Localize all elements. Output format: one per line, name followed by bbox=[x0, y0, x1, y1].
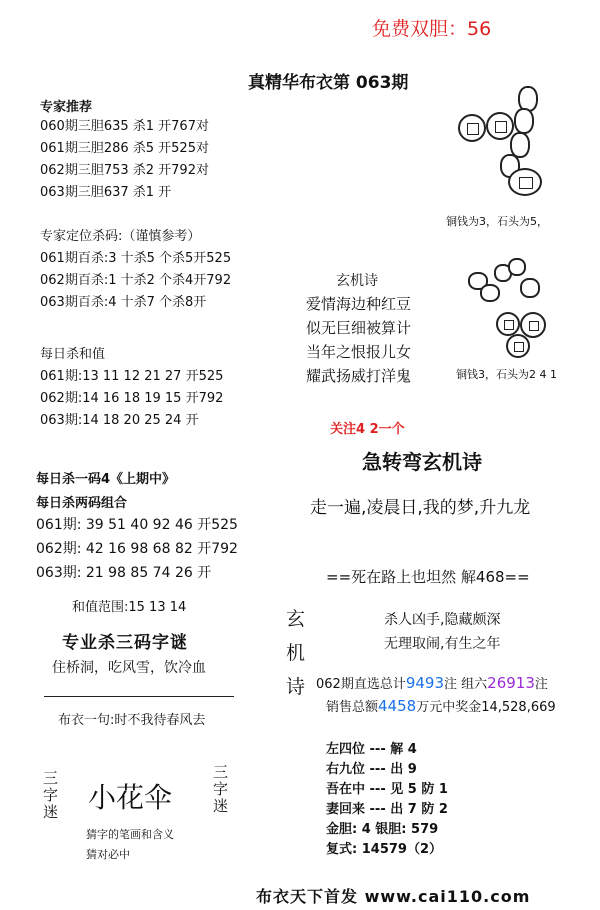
clue-line: 复式: 14579（2） bbox=[326, 842, 442, 857]
buyi-saying: 布衣一句:时不我待春风去 bbox=[58, 713, 206, 728]
xuanji-poem-line: 当年之恨报儿女 bbox=[306, 343, 412, 361]
clue-line: 金胆: 4 银胆: 579 bbox=[326, 822, 439, 837]
vertical-label-char: 玄 bbox=[286, 608, 306, 630]
position-kill-line: 062期百杀:1 十杀2 个杀4开792 bbox=[40, 273, 232, 288]
sales-total: 4458 bbox=[378, 697, 417, 715]
word-riddle-right-label: 三字迷 bbox=[211, 764, 229, 815]
expert-line: 061期三胆286 杀5 开525对 bbox=[40, 141, 209, 156]
xuanji-poem-line: 爱情海边种红豆 bbox=[306, 295, 412, 313]
word-riddle-hint: 猜对必中 bbox=[86, 848, 130, 861]
poem2-line: 杀人凶手,隐藏颇深 bbox=[384, 612, 501, 628]
sum-kill-line: 061期:13 11 12 21 27 开525 bbox=[40, 369, 224, 384]
direct-total: 9493 bbox=[405, 674, 445, 692]
one-code-heading: 每日杀一码4《上期中》 bbox=[36, 472, 176, 487]
sum-range: 和值范围:15 13 14 bbox=[72, 600, 187, 615]
group6-total: 26913 bbox=[487, 674, 535, 692]
position-kill-line: 061期百杀:3 十杀5 个杀5开525 bbox=[40, 251, 232, 266]
position-kill-line: 063期百杀:4 十杀7 个杀8开 bbox=[40, 295, 207, 310]
word-riddle-left-label: 三字迷 bbox=[41, 770, 59, 821]
coin-caption: 铜钱为3，石头为5， bbox=[446, 215, 548, 228]
xuanji-poem-line: 耀武扬威打洋鬼 bbox=[306, 367, 412, 385]
focus-note: 关注4 2一个 bbox=[330, 422, 405, 437]
stats-label: 销售总额 bbox=[326, 700, 379, 715]
sum-kill-line: 062期:14 16 18 19 15 开792 bbox=[40, 391, 224, 406]
expert-line: 063期三胆637 杀1 开 bbox=[40, 185, 172, 200]
stats-label: 062期直选总计 bbox=[316, 677, 406, 692]
position-kill-heading: 专家定位杀码:（谨慎参考） bbox=[40, 229, 201, 244]
expert-heading: 专家推荐 bbox=[40, 100, 93, 115]
two-code-line: 062期: 42 16 98 68 82 开792 bbox=[36, 541, 238, 557]
coin-caption: 铜钱3，石头为2 4 1 bbox=[456, 368, 557, 381]
free-double-label: 免费双胆：56 bbox=[372, 18, 492, 40]
stats-label: 注 组六 bbox=[444, 677, 488, 692]
two-code-line: 063期: 21 98 85 74 26 开 bbox=[36, 565, 212, 581]
stats-line-1 bbox=[316, 673, 548, 692]
riddle-heading: 专业杀三码字谜 bbox=[62, 633, 188, 653]
page-title: 真精华布衣第 063期 bbox=[248, 73, 409, 93]
clue-line: 妻回来 --- 出 7 防 2 bbox=[326, 802, 448, 817]
expert-line: 060期三胆635 杀1 开767对 bbox=[40, 119, 209, 134]
turn-poem-heading: 急转弯玄机诗 bbox=[362, 450, 482, 474]
clue-line: 吾在中 --- 见 5 防 1 bbox=[326, 782, 448, 797]
stats-label: 注 bbox=[534, 677, 548, 692]
turn-poem-text: 走一遍,凌晨日,我的梦,升九龙 bbox=[310, 498, 531, 518]
sum-kill-heading: 每日杀和值 bbox=[40, 347, 106, 362]
word-riddle-hint: 猜字的笔画和含义 bbox=[86, 828, 174, 841]
clue-line: 右九位 --- 出 9 bbox=[326, 762, 417, 777]
footer-site: 布衣天下首发 www.cai110.com bbox=[256, 887, 531, 906]
riddle-text: 住桥洞，吃风雪，饮冷血 bbox=[52, 660, 206, 676]
two-code-heading: 每日杀两码组合 bbox=[36, 496, 128, 511]
sum-kill-line: 063期:14 18 20 25 24 开 bbox=[40, 413, 199, 428]
two-code-line: 061期: 39 51 40 92 46 开525 bbox=[36, 517, 238, 533]
stats-label: 万元中奖金14,528,669 bbox=[416, 700, 556, 715]
death-road-line: ==死在路上也坦然 解468== bbox=[326, 568, 530, 586]
divider bbox=[44, 696, 234, 697]
poem2-line: 无理取闹,有生之年 bbox=[384, 636, 501, 652]
vertical-label-char: 机 bbox=[286, 642, 306, 664]
stats-line-2 bbox=[326, 696, 556, 715]
xuanji-poem-heading: 玄机诗 bbox=[336, 273, 378, 289]
xuanji-poem-line: 似无巨细被算计 bbox=[306, 319, 412, 337]
expert-line: 062期三胆753 杀2 开792对 bbox=[40, 163, 209, 178]
clue-line: 左四位 --- 解 4 bbox=[326, 742, 417, 757]
vertical-label-char: 诗 bbox=[286, 676, 306, 698]
word-riddle-main: 小花伞 bbox=[88, 781, 173, 814]
